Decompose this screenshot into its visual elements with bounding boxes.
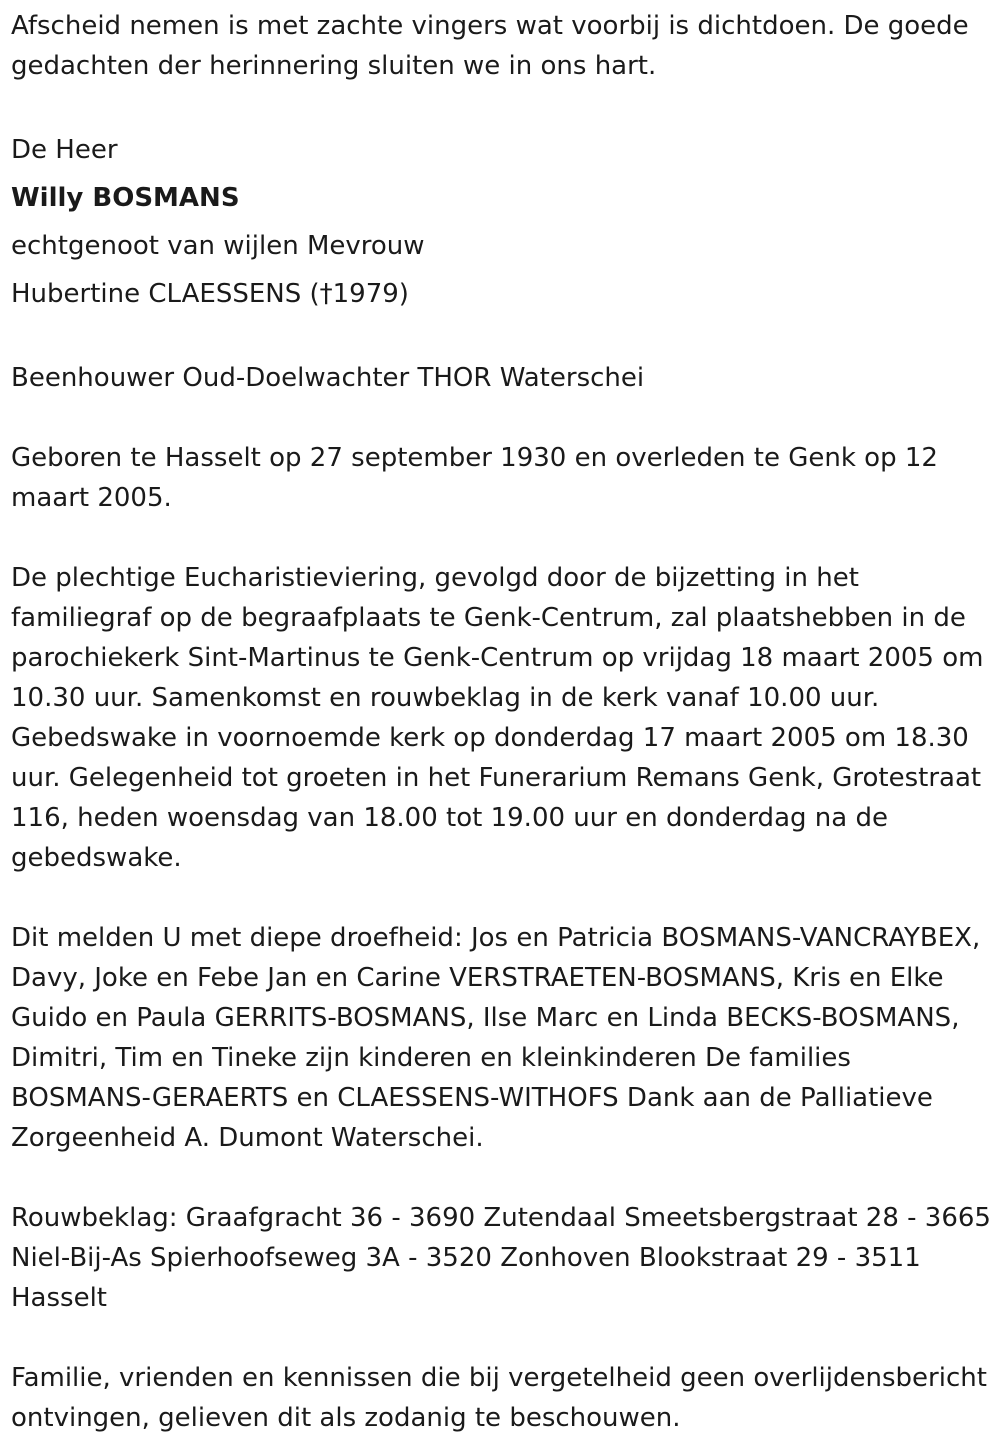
spacer [11, 878, 993, 918]
deceased-name: Willy BOSMANS [11, 183, 240, 213]
deceased-title: De Heer [11, 135, 118, 165]
spouse-name: Hubertine CLAESSENS (†1979) [11, 279, 409, 309]
condolence-addresses: Rouwbeklag: Graafgracht 36 - 3690 Zutendaal Smeetsbergstraat 28 - 3665 Niel-Bij-As Spierhoofseweg 3A - 3520 Zonhoven Blookstraat 29 - 3511 Hasselt [11, 1203, 991, 1313]
opening-quote: Afscheid nemen is met zachte vingers wat voorbij is dichtdoen. De goede gedachten der herinnering sluiten we in ons hart. [11, 11, 969, 81]
spouse-line: echtgenoot van wijlen Mevrouw [11, 231, 425, 261]
ceremony-details: De plechtige Eucharistieviering, gevolgd door de bijzetting in het familiegraf op de begraafplaats te Genk-Centrum, zal plaatshebben in de parochiekerk Sint-Martinus te Genk-Centrum op vrijdag 18 maart 2005 om 10.30 uur. Samenkomst en rouwbeklag in de kerk vanaf 10.00 uur. Gebedswake in voornoemde kerk op donderdag 17 maart 2005 om 18.30 uur. Gelegenheid tot groeten in het Funerarium Remans Genk, Grotestraat 116, heden woensdag van 18.00 tot 19.00 uur en donderdag na de gebedswake. [11, 563, 984, 873]
obituary-document [11, 6, 993, 1438]
occupation: Beenhouwer Oud-Doelwachter THOR Waterschei [11, 363, 645, 393]
spacer [11, 1318, 993, 1358]
birth-death: Geboren te Hasselt op 27 september 1930 en overleden te Genk op 12 maart 2005. [11, 443, 938, 513]
closing-note: Familie, vrienden en kennissen die bij vergetelheid geen overlijdensbericht ontvingen, gelieven dit als zodanig te beschouwen. [11, 1363, 987, 1433]
spacer [11, 1158, 993, 1198]
family-announcement: Dit melden U met diepe droefheid: Jos en Patricia BOSMANS-VANCRAYBEX, Davy, Joke en Febe Jan en Carine VERSTRAETEN-BOSMANS, Kris en Elke Guido en Paula GERRITS-BOSMANS, Ilse Marc en Linda BECKS-BOSMANS, Dimitri, Tim en Tineke zijn kinderen en kleinkinderen De families BOSMANS-GERAERTS en CLAESSENS-WITHOFS Dank aan de Palliatieve Zorgeenheid A. Dumont Waterschei. [11, 923, 981, 1153]
spacer [11, 398, 993, 438]
spacer [11, 318, 993, 358]
spacer [11, 86, 993, 126]
spacer [11, 518, 993, 558]
